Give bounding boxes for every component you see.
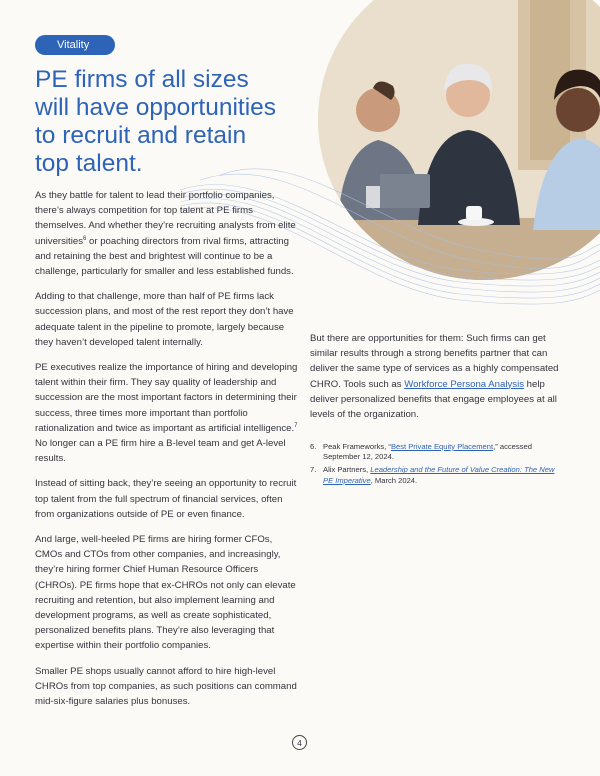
workforce-persona-link[interactable]: Workforce Persona Analysis [404, 378, 524, 390]
paragraph: Smaller PE shops usually cannot afford to hire high-level CHROs from top companies, as such positions can command mid-six-figure salaries plus bonuses. [35, 665, 297, 708]
paragraph: PE executives realize the importance of hiring and developing talent within their firm. They say quality of leadership and succession are the most important factors in determining their success, three times more important than portfolio rationalization and twice as important as artificial intelligence.$^7$ No longer can a PE firm hire a B-level team and get A-level results. [35, 362, 298, 465]
page-title: PE firms of all sizes will have opportunities to recruit and retain top talent. [35, 66, 277, 177]
footnote-ref: 6 [83, 235, 87, 242]
paragraph: Instead of sitting back, they’re seeing an opportunity to recruit top talent from the full spectrum of financial services, often from organizations outside of PE or even finance. [35, 478, 297, 520]
paragraph: But there are opportunities for them: Such firms can get similar results through a strong benefits partner that can deliver the same type of services as a highly compensated CHRO. Tools such as Workforce Persona Analysis help deliver personalized benefits that engage employees at all levels of the organization. [310, 333, 559, 421]
footnote-link[interactable]: Best Private Equity Placement [390, 442, 494, 451]
paragraph: As they battle for talent to lead their portfolio companies, there’s always competition for top talent at PE firms themselves. And whether they’re recruiting analysts from elite universities$^6$ or poaching directors from rival firms, attracting and retaining the best and brightest will continue to be a challenge, particularly for smaller and less established funds. [35, 190, 296, 278]
left-column [35, 188, 301, 719]
page-number: 4 [292, 735, 307, 750]
footnotes [310, 442, 566, 489]
footnote-link[interactable]: Leadership and the Future of Value Creation: The New PE Imperative [323, 465, 555, 485]
paragraph: And large, well-heeled PE firms are hiring former CFOs, CMOs and CTOs from other companies, and increasingly, they’re hiring former Chief Human Resource Officers (CHROs). PE firms hope that ex-CHROs not only can elevate recruiting and retention, but also implement learning and development programs, as well as create sophisticated, personalized benefits plans. They’re also leveraging that expertise within their portfolio companies. [35, 534, 296, 652]
footnote: 6. Peak Frameworks, “Best Private Equity Placement,” accessed September 12, 2024. [310, 442, 532, 462]
right-column [310, 331, 566, 432]
section-tag: Vitality [35, 35, 115, 55]
footnote: 7. Alix Partners, Leadership and the Future of Value Creation: The New PE Imperative, March 2024. [310, 465, 555, 485]
paragraph: Adding to that challenge, more than half of PE firms lack succession plans, and most of the rest report they don’t have adequate talent in the pipeline to promote, largely because they haven’t developed talent internally. [35, 291, 294, 348]
footnote-ref: 7 [294, 422, 298, 429]
